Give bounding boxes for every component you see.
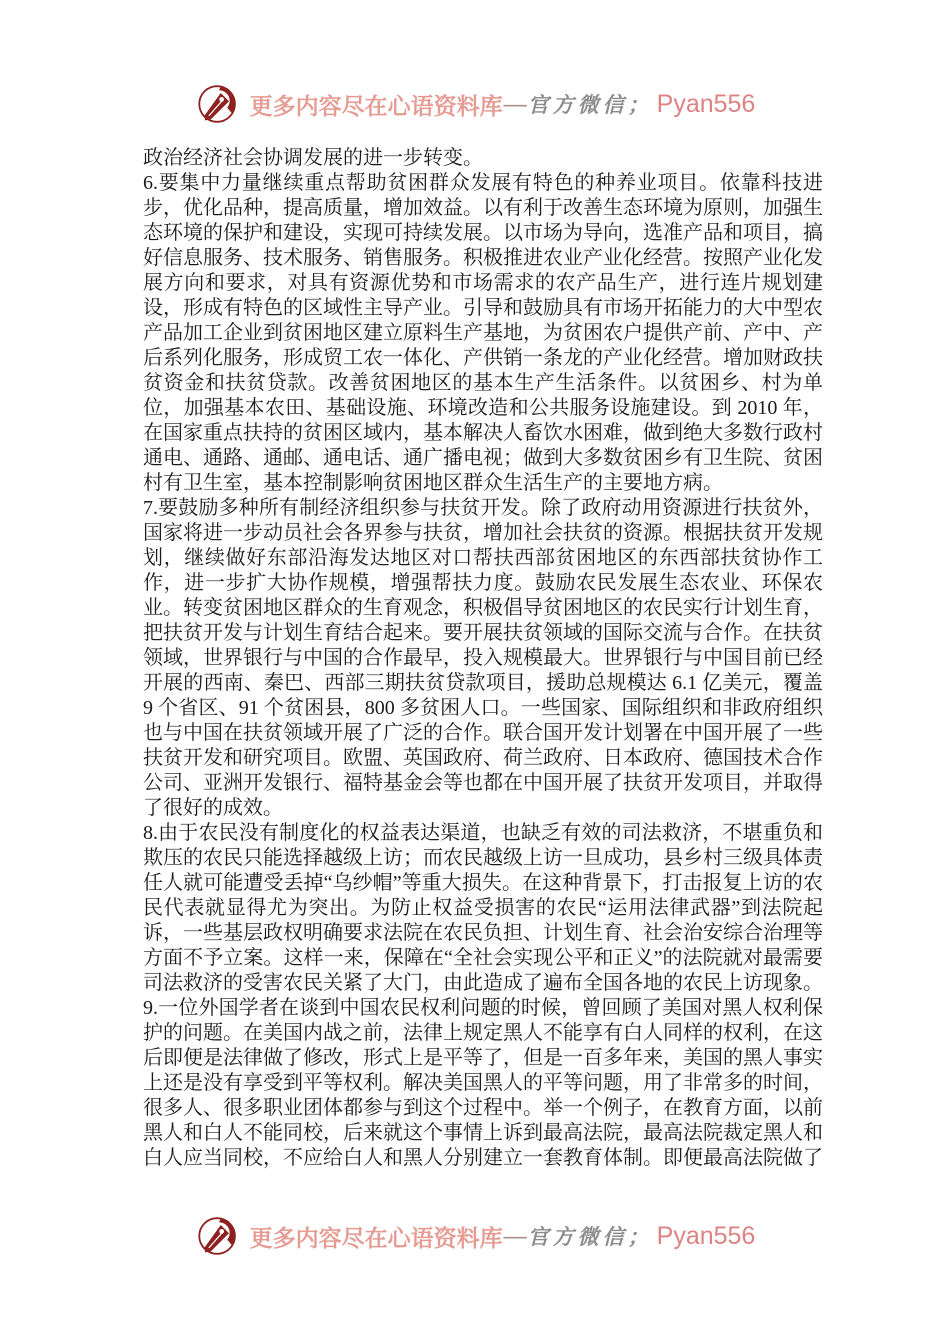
watermark-dash: — <box>503 91 527 116</box>
paragraph: 7.要鼓励多种所有制经济组织参与扶贫开发。除了政府动用资源进行扶贫外，国家将进一步动员社会各界参与扶贫，增加社会扶贫的资源。根据扶贫开发规划，继续做好东部沿海发达地区对口帮扶西部贫困地区的东西部扶贫协作工作，进一步扩大协作规模，增强帮扶力度。鼓励农民发展生态农业、环保农业。转变贫困地区群众的生育观念，积极倡导贫困地区的农民实行计划生育，把扶贫开发与计划生育结合起来。要开展扶贫领域的国际交流与合作。在扶贫领域，世界银行与中国的合作最早，投入规模最大。世界银行与中国目前已经开展的西南、秦巴、西部三期扶贫贷款项目，援助总规模达 6.1 亿美元，覆盖 9 个省区、91 个贫困县，800 多贫困人口。一些国家、国际组织和非政府组织也与中国在扶贫领域开展了广泛的合作。联合国开发计划署在中国开展了一些扶贫开发和研究项目。欧盟、英国政府、荷兰政府、日本政府、德国技术合作公司、亚洲开发银行、福特基金会等也都在中国开展了扶贫开发项目，并取得了很好的成效。 <box>143 497 823 819</box>
pen-nib-circle-logo-icon <box>195 83 241 125</box>
watermark-banner-text: 更多内容尽在心语资料库 <box>249 93 503 119</box>
document-body <box>143 146 823 1171</box>
watermark-wechat-label: 官方微信； <box>527 93 653 117</box>
paragraph: 8.由于农民没有制度化的权益表达渠道，也缺乏有效的司法救济，不堪重负和欺压的农民只能选择越级上访；而农民越级上访一旦成功，县乡村三级具体责任人就可能遭受丢掉“乌纱帽”等重大损失。在这种背景下，打击报复上访的农民代表就显得尤为突出。为防止权益受损害的农民“运用法律武器”到法院起诉，一些基层政权明确要求法院在农民负担、计划生育、社会治安综合治理等方面不予立案。这样一来，保障在“全社会实现公平和正义”的法院就对最需要司法救济的受害农民关紧了大门，由此造成了遍布全国各地的农民上访现象。 <box>143 822 823 994</box>
watermark-dash: — <box>503 1223 527 1248</box>
paragraph: 6.要集中力量继续重点帮助贫困群众发展有特色的种养业项目。依靠科技进步，优化品种，提高质量，增加效益。以有利于改善生态环境为原则，加强生态环境的保护和建设，实现可持续发展。以市场为导向，选准产品和项目，搞好信息服务、技术服务、销售服务。积极推进农业产业化经营。按照产业化发展方向和要求，对具有资源优势和市场需求的农产品生产，进行连片规划建设，形成有特色的区域性主导产业。引导和鼓励具有市场开拓能力的大中型农产品加工企业到贫困地区建立原料生产基地，为贫困农户提供产前、产中、产后系列化服务，形成贸工农一体化、产供销一条龙的产业化经营。增加财政扶贫资金和扶贫贷款。改善贫困地区的基本生产生活条件。以贫困乡、村为单位，加强基本农田、基础设施、环境改造和公共服务设施建设。到 2010 年，在国家重点扶持的贫困区域内，基本解决人畜饮水困难，做到绝大多数行政村通电、通路、通邮、通电话、通广播电视；做到大多数贫困乡有卫生院、贫困村有卫生室，基本控制影响贫困地区群众生活生产的主要地方病。 <box>143 172 823 494</box>
watermark-header <box>0 80 950 128</box>
paragraph: 9.一位外国学者在谈到中国农民权利问题的时候，曾回顾了美国对黑人权利保护的问题。在美国内战之前，法律上规定黑人不能享有白人同样的权利，在这后即便是法律做了修改，形式上是平等了，但是一百多年来，美国的黑人事实上还是没有享受到平等权利。解决美国黑人的平等问题，用了非常多的时间，很多人、很多职业团体都参与到这个过程中。举一个例子，在教育方面，以前黑人和白人不能同校，后来就这个事情上诉到最高法院，最高法院裁定黑人和白人应当同校，不应给白人和黑人分别建立一套教育体制。即便最高法院做了 <box>143 997 823 1169</box>
watermark-wechat-id: Pyan556 <box>656 89 756 118</box>
watermark-banner-text: 更多内容尽在心语资料库 <box>249 1225 503 1251</box>
watermark-footer <box>0 1212 950 1260</box>
paragraph: 政治经济社会协调发展的进一步转变。 <box>143 147 483 169</box>
watermark-wechat-label: 官方微信； <box>527 1225 653 1249</box>
pen-nib-circle-logo-icon <box>195 1215 241 1257</box>
watermark-wechat-id: Pyan556 <box>656 1221 756 1250</box>
